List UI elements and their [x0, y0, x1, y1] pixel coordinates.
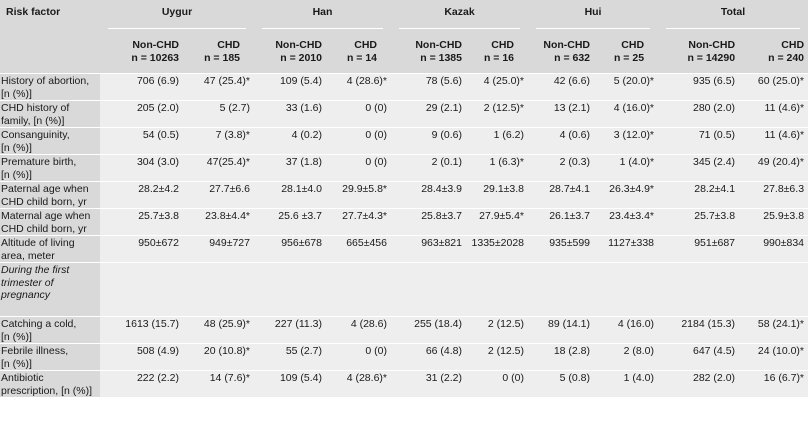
table-cell: 5 (2.7) [183, 101, 254, 128]
subcolumn-header [183, 34, 254, 74]
subcolumn-count-label: n = 1385 [420, 51, 462, 64]
table-cell: 280 (2.0) [658, 101, 739, 128]
row-label-line: Paternal age when [1, 183, 89, 195]
row-label-line: CHD child born, yr [1, 195, 87, 208]
empty-cell [466, 263, 528, 317]
table-cell: 24 (10.0)* [739, 344, 808, 371]
table-row [0, 236, 808, 263]
table-row [0, 155, 808, 182]
table-row [0, 101, 808, 128]
subcolumn-group-label: CHD [217, 39, 240, 51]
table-cell: 4 (25.0)* [466, 74, 528, 101]
table-cell: 1127±338 [594, 236, 658, 263]
row-label [0, 209, 100, 236]
header-subcolumn-row [0, 34, 808, 74]
table-cell: 25.7±3.8 [658, 209, 739, 236]
table-cell: 508 (4.9) [100, 344, 183, 371]
table-row [0, 317, 808, 344]
table-cell: 345 (2.4) [658, 155, 739, 182]
subcolumn-header [391, 34, 466, 74]
subcolumn-header [466, 34, 528, 74]
table-cell: 222 (2.2) [100, 371, 183, 398]
subcolumn-header [326, 34, 391, 74]
table-cell: 963±821 [391, 236, 466, 263]
table-cell: 27.9±5.4* [466, 209, 528, 236]
table-cell: 26.3±4.9* [594, 182, 658, 209]
table-cell: 990±834 [739, 236, 808, 263]
empty-cell [594, 263, 658, 317]
section-label-line: trimester of [1, 276, 54, 289]
row-label-line: [n (%)] [1, 87, 32, 100]
table-cell: 2 (0.3) [528, 155, 594, 182]
table-cell: 1 (6.3)* [466, 155, 528, 182]
subcolumn-header [739, 34, 808, 74]
table-cell: 0 (0) [326, 155, 391, 182]
table-cell: 11 (4.6)* [739, 101, 808, 128]
table-cell: 28.2±4.1 [658, 182, 739, 209]
table-cell: 49 (20.4)* [739, 155, 808, 182]
section-label-line: During the first [1, 264, 70, 276]
table-cell: 25.6 ±3.7 [254, 209, 326, 236]
table-cell: 48 (25.9)* [183, 317, 254, 344]
subcolumn-count-label: n = 10263 [131, 51, 179, 64]
section-row [0, 263, 808, 317]
table-row [0, 128, 808, 155]
row-label-line: [n (%)] [1, 330, 32, 343]
subcolumn-count-label: n = 2010 [280, 51, 322, 64]
table-cell: 7 (3.8)* [183, 128, 254, 155]
table-cell: 28.4±3.9 [391, 182, 466, 209]
subcolumn-header [658, 34, 739, 74]
empty-cell [391, 263, 466, 317]
table-cell: 11 (4.6)* [739, 128, 808, 155]
table-cell: 935±599 [528, 236, 594, 263]
row-label [0, 371, 100, 398]
row-label-line: Febrile illness, [1, 345, 69, 357]
table-cell: 27.7±6.6 [183, 182, 254, 209]
table-cell: 949±727 [183, 236, 254, 263]
table-cell: 28.7±4.1 [528, 182, 594, 209]
table-cell: 55 (2.7) [254, 344, 326, 371]
table-cell: 0 (0) [326, 344, 391, 371]
table-cell: 2 (0.1) [391, 155, 466, 182]
table-cell: 2 (12.5)* [466, 101, 528, 128]
table-cell: 29.1±3.8 [466, 182, 528, 209]
table-cell: 647 (4.5) [658, 344, 739, 371]
table-cell: 706 (6.9) [100, 74, 183, 101]
row-label-line: area, meter [1, 249, 55, 262]
table-cell: 29 (2.1) [391, 101, 466, 128]
row-label [0, 74, 100, 101]
table-cell: 4 (28.6)* [326, 74, 391, 101]
table-cell: 27.7±4.3* [326, 209, 391, 236]
table-cell: 25.9±3.8 [739, 209, 808, 236]
table-cell: 25.8±3.7 [391, 209, 466, 236]
table-cell: 23.4±3.4* [594, 209, 658, 236]
table-cell: 31 (2.2) [391, 371, 466, 398]
header-group-row [0, 0, 808, 34]
row-label [0, 155, 100, 182]
table-cell: 66 (4.8) [391, 344, 466, 371]
subcolumn-count-label: n = 240 [768, 51, 805, 64]
empty-cell [658, 263, 739, 317]
table-cell: 5 (20.0)* [594, 74, 658, 101]
row-label-line: prescription, [n (%)] [1, 384, 93, 397]
table-cell: 14 (7.6)* [183, 371, 254, 398]
subcolumn-group-label: CHD [354, 39, 377, 51]
subcolumn-header [254, 34, 326, 74]
row-label-line: [n (%)] [1, 168, 32, 181]
group-header-uygur: Uygur [100, 0, 254, 34]
row-label-line: [n (%)] [1, 141, 32, 154]
row-label-line: Antibiotic [1, 372, 44, 384]
table-cell: 2 (12.5) [466, 317, 528, 344]
row-label [0, 182, 100, 209]
table-cell: 37 (1.8) [254, 155, 326, 182]
table-cell: 26.1±3.7 [528, 209, 594, 236]
row-label [0, 128, 100, 155]
row-label-line: [n (%)] [1, 357, 32, 370]
empty-cell [183, 263, 254, 317]
table-cell: 89 (14.1) [528, 317, 594, 344]
table-cell: 2 (12.5) [466, 344, 528, 371]
row-label-line: CHD history of [1, 102, 70, 114]
table-row [0, 209, 808, 236]
table-row [0, 344, 808, 371]
table-cell: 42 (6.6) [528, 74, 594, 101]
table-cell: 18 (2.8) [528, 344, 594, 371]
table-row [0, 182, 808, 209]
table-cell: 0 (0) [326, 128, 391, 155]
subcolumn-group-label: Non-CHD [688, 39, 736, 51]
group-header-han: Han [254, 0, 391, 34]
table-cell: 33 (1.6) [254, 101, 326, 128]
table-cell: 28.2±4.2 [100, 182, 183, 209]
subcolumn-header [594, 34, 658, 74]
subcolumn-count-label: n = 185 [204, 51, 240, 64]
table-cell: 4 (28.6)* [326, 371, 391, 398]
table-cell: 1 (6.2) [466, 128, 528, 155]
table-cell: 9 (0.6) [391, 128, 466, 155]
group-header-total: Total [658, 0, 808, 34]
row-label [0, 344, 100, 371]
table-cell: 1613 (15.7) [100, 317, 183, 344]
row-label-line: Catching a cold, [1, 318, 77, 330]
table-cell: 25.7±3.8 [100, 209, 183, 236]
table-cell: 951±687 [658, 236, 739, 263]
subcolumn-group-label: CHD [491, 39, 515, 51]
table-cell: 304 (3.0) [100, 155, 183, 182]
subcolumn-group-label: CHD [621, 39, 645, 51]
table-cell: 13 (2.1) [528, 101, 594, 128]
table-row [0, 74, 808, 101]
table-cell: 4 (16.0) [594, 317, 658, 344]
table-cell: 282 (2.0) [658, 371, 739, 398]
subcolumn-group-label: Non-CHD [275, 39, 322, 51]
subcolumn-count-label: n = 14290 [687, 51, 736, 64]
subcolumn-group-label: Non-CHD [132, 39, 179, 51]
table-cell: 935 (6.5) [658, 74, 739, 101]
subcolumn-group-label: CHD [781, 39, 805, 51]
table-cell: 1 (4.0)* [594, 155, 658, 182]
table-cell: 205 (2.0) [100, 101, 183, 128]
table-cell: 47(25.4)* [183, 155, 254, 182]
table-row [0, 371, 808, 398]
empty-cell [254, 263, 326, 317]
table-cell: 255 (18.4) [391, 317, 466, 344]
table-cell: 3 (12.0)* [594, 128, 658, 155]
table-cell: 23.8±4.4* [183, 209, 254, 236]
risk-factor-header: Risk factor [0, 0, 100, 34]
table-cell: 28.1±4.0 [254, 182, 326, 209]
table-cell: 956±678 [254, 236, 326, 263]
row-label-line: Premature birth, [1, 156, 77, 168]
table-cell: 0 (0) [326, 101, 391, 128]
subcolumn-count-label: n = 25 [613, 51, 645, 64]
row-label-line: History of abortion, [1, 75, 90, 87]
table-cell: 4 (16.0)* [594, 101, 658, 128]
subcolumn-group-label: Non-CHD [543, 39, 591, 51]
subcolumn-count-label: n = 16 [483, 51, 515, 64]
subcolumn-header [100, 34, 183, 74]
table-cell: 27.8±6.3 [739, 182, 808, 209]
table-cell: 227 (11.3) [254, 317, 326, 344]
group-header-kazak: Kazak [391, 0, 528, 34]
row-label [0, 236, 100, 263]
table-cell: 2 (8.0) [594, 344, 658, 371]
table-cell: 29.9±5.8* [326, 182, 391, 209]
row-label-line: Maternal age when [1, 210, 91, 222]
group-header-hui: Hui [528, 0, 658, 34]
table-cell: 4 (28.6) [326, 317, 391, 344]
table-cell: 60 (25.0)* [739, 74, 808, 101]
table-cell: 2184 (15.3) [658, 317, 739, 344]
table-cell: 1335±2028 [466, 236, 528, 263]
empty-cell [528, 263, 594, 317]
row-label-line: family, [n (%)] [1, 114, 65, 127]
section-label-line: pregnancy [1, 289, 51, 301]
table-cell: 71 (0.5) [658, 128, 739, 155]
table-cell: 4 (0.6) [528, 128, 594, 155]
table-cell: 20 (10.8)* [183, 344, 254, 371]
row-label-line: Altitude of living [1, 237, 75, 249]
subcolumn-count-label: n = 632 [554, 51, 591, 64]
table-cell: 4 (0.2) [254, 128, 326, 155]
empty-cell [739, 263, 808, 317]
subcolumn-count-label: n = 14 [346, 51, 377, 64]
table-cell: 54 (0.5) [100, 128, 183, 155]
subcolumn-group-label: Non-CHD [415, 39, 462, 51]
row-label-line: CHD child born, yr [1, 222, 87, 235]
table-cell: 16 (6.7)* [739, 371, 808, 398]
row-label-line: Consanguinity, [1, 129, 70, 141]
row-label [0, 317, 100, 344]
table-cell: 78 (5.6) [391, 74, 466, 101]
table-cell: 109 (5.4) [254, 371, 326, 398]
empty-cell [326, 263, 391, 317]
section-label [0, 263, 100, 317]
header-blank-cell [0, 34, 100, 74]
table-cell: 0 (0) [466, 371, 528, 398]
table-cell: 47 (25.4)* [183, 74, 254, 101]
table-cell: 1 (4.0) [594, 371, 658, 398]
table-cell: 950±672 [100, 236, 183, 263]
empty-cell [100, 263, 183, 317]
table-cell: 58 (24.1)* [739, 317, 808, 344]
table-cell: 109 (5.4) [254, 74, 326, 101]
subcolumn-header [528, 34, 594, 74]
table-cell: 5 (0.8) [528, 371, 594, 398]
table-cell: 665±456 [326, 236, 391, 263]
row-label [0, 101, 100, 128]
